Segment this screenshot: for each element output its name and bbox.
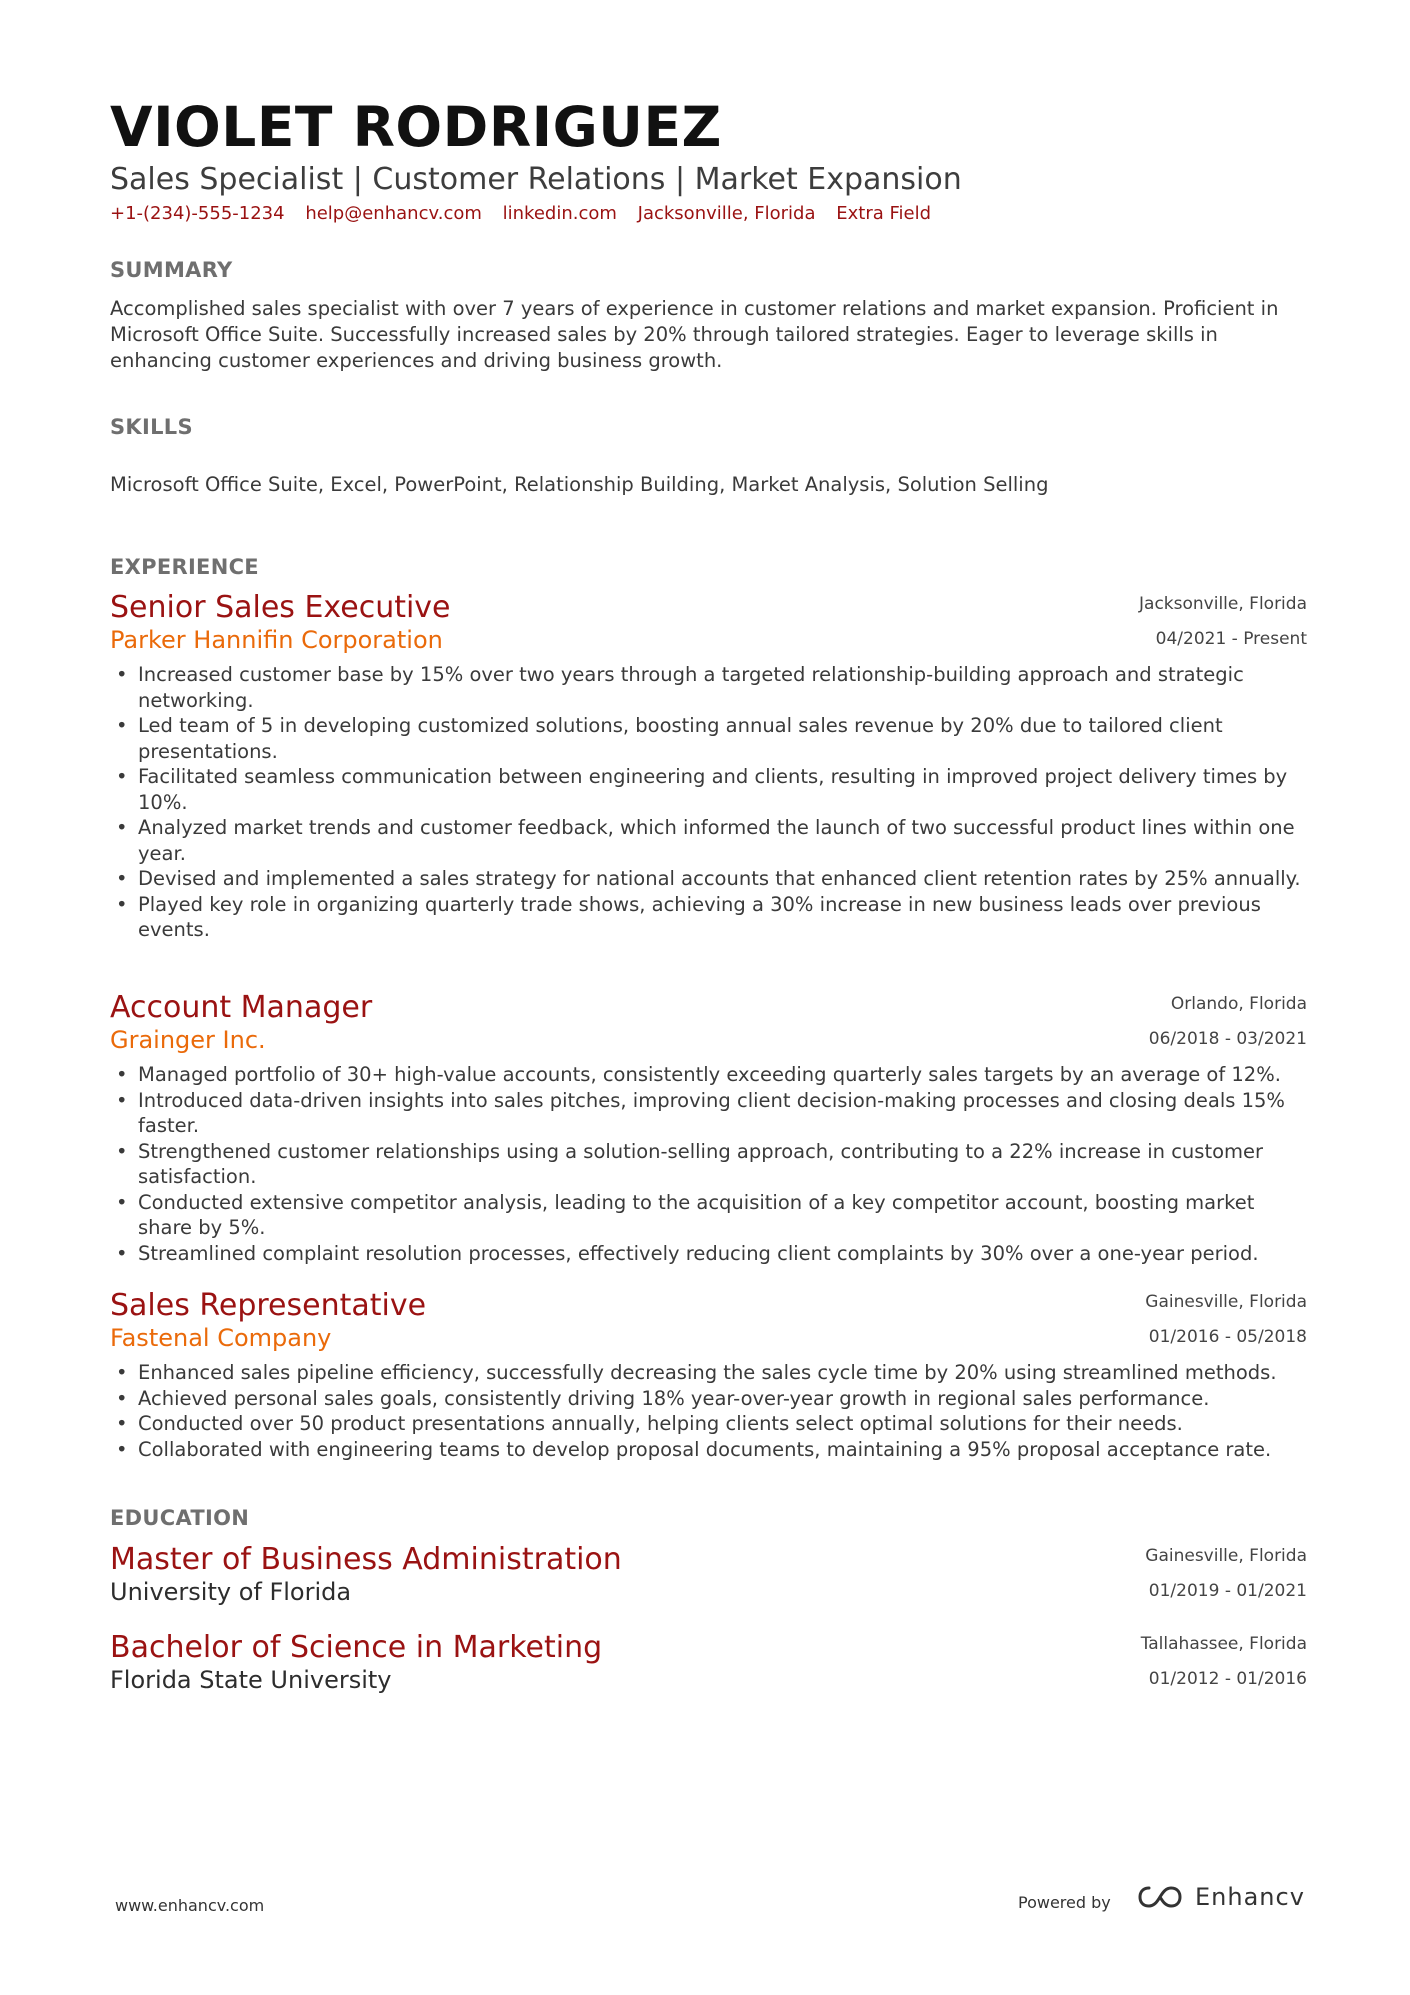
bullet-item: • Strengthened customer relationships using a solution-selling approach, contributing to a 22% increase in customer satisfaction. bbox=[110, 1139, 1310, 1190]
powered-by-label: Powered by bbox=[1018, 1893, 1111, 1912]
headline: Sales Specialist | Customer Relations | Market Expansion bbox=[110, 162, 962, 197]
school-name: Florida State University bbox=[110, 1666, 392, 1694]
job-location: Orlando, Florida bbox=[1170, 994, 1307, 1014]
infinity-logo-icon bbox=[1137, 1884, 1183, 1910]
job-title: Senior Sales Executive bbox=[110, 590, 451, 625]
bullet-item: • Led team of 5 in developing customized solutions, boosting annual sales revenue by 20% due to tailored client presentations. bbox=[110, 713, 1310, 764]
bullet-item: • Devised and implemented a sales strategy for national accounts that enhanced client retention rates by 25% annually. bbox=[110, 866, 1310, 892]
education-heading: EDUCATION bbox=[110, 1506, 250, 1530]
school-location: Tallahassee, Florida bbox=[1140, 1634, 1307, 1654]
job-location: Jacksonville, Florida bbox=[1139, 594, 1307, 614]
location: Jacksonville, Florida bbox=[637, 203, 816, 224]
education-dates: 01/2019 - 01/2021 bbox=[1148, 1581, 1307, 1601]
candidate-name: VIOLET RODRIGUEZ bbox=[110, 95, 722, 159]
degree-title: Master of Business Administration bbox=[110, 1542, 622, 1577]
job-bullets bbox=[110, 1062, 1310, 1266]
school-location: Gainesville, Florida bbox=[1145, 1546, 1307, 1566]
bullet-item: • Played key role in organizing quarterly trade shows, achieving a 30% increase in new business leads over previous events. bbox=[110, 892, 1310, 943]
brand-name: Enhancv bbox=[1195, 1883, 1305, 1911]
footer-website-link[interactable]: www.enhancv.com bbox=[115, 1896, 265, 1915]
bullet-item: • Collaborated with engineering teams to develop proposal documents, maintaining a 95% proposal acceptance rate. bbox=[110, 1437, 1310, 1463]
job-title: Sales Representative bbox=[110, 1288, 427, 1323]
experience-heading: EXPERIENCE bbox=[110, 555, 259, 579]
company-name: Grainger Inc. bbox=[110, 1026, 266, 1054]
job-location: Gainesville, Florida bbox=[1145, 1292, 1307, 1312]
bullet-item: • Enhanced sales pipeline efficiency, successfully decreasing the sales cycle time by 20% using streamlined methods. bbox=[110, 1360, 1310, 1386]
bullet-item: • Introduced data-driven insights into sales pitches, improving client decision-making processes and closing deals 15% faster. bbox=[110, 1088, 1310, 1139]
job-bullets bbox=[110, 1360, 1310, 1462]
degree-title: Bachelor of Science in Marketing bbox=[110, 1630, 603, 1665]
school-name: University of Florida bbox=[110, 1578, 352, 1606]
extra-field: Extra Field bbox=[836, 203, 932, 224]
bullet-item: • Increased customer base by 15% over two years through a targeted relationship-building approach and strategic networking. bbox=[110, 662, 1310, 713]
job-dates: 04/2021 - Present bbox=[1155, 629, 1307, 649]
bullet-item: • Facilitated seamless communication between engineering and clients, resulting in improved project delivery times by 10%. bbox=[110, 764, 1310, 815]
bullet-item: • Managed portfolio of 30+ high-value accounts, consistently exceeding quarterly sales targets by an average of 12%. bbox=[110, 1062, 1310, 1088]
bullet-item: • Streamlined complaint resolution processes, effectively reducing client complaints by 30% over a one-year period. bbox=[110, 1241, 1310, 1267]
skills-text: Microsoft Office Suite, Excel, PowerPoint, Relationship Building, Market Analysis, Solution Selling bbox=[110, 473, 1049, 496]
linkedin-link[interactable]: linkedin.com bbox=[502, 203, 617, 224]
enhancv-logo[interactable] bbox=[1137, 1883, 1305, 1911]
bullet-item: • Conducted extensive competitor analysis, leading to the acquisition of a key competitor account, boosting market share by 5%. bbox=[110, 1190, 1310, 1241]
job-dates: 06/2018 - 03/2021 bbox=[1148, 1029, 1307, 1049]
company-name: Fastenal Company bbox=[110, 1324, 332, 1352]
job-dates: 01/2016 - 05/2018 bbox=[1148, 1327, 1307, 1347]
education-dates: 01/2012 - 01/2016 bbox=[1148, 1669, 1307, 1689]
job-title: Account Manager bbox=[110, 990, 373, 1025]
job-bullets bbox=[110, 662, 1310, 943]
bullet-item: • Achieved personal sales goals, consistently driving 18% year-over-year growth in regional sales performance. bbox=[110, 1386, 1310, 1412]
contact-bar bbox=[110, 203, 946, 224]
summary-heading: SUMMARY bbox=[110, 258, 233, 282]
email-link[interactable]: help@enhancv.com bbox=[305, 203, 482, 224]
company-name: Parker Hannifin Corporation bbox=[110, 626, 443, 654]
skills-heading: SKILLS bbox=[110, 415, 193, 439]
bullet-item: • Conducted over 50 product presentations annually, helping clients select optimal solutions for their needs. bbox=[110, 1411, 1310, 1437]
phone[interactable]: +1-(234)-555-1234 bbox=[110, 203, 285, 224]
summary-text: Accomplished sales specialist with over 7 years of experience in customer relations and market expansion. Proficient in Microsoft Office Suite. Successfully increased sales by 20% through tailored strategies. Eager to leverage skills in enhancing customer experiences and driving business growth. bbox=[110, 297, 1279, 372]
bullet-item: • Analyzed market trends and customer feedback, which informed the launch of two successful product lines within one year. bbox=[110, 815, 1310, 866]
